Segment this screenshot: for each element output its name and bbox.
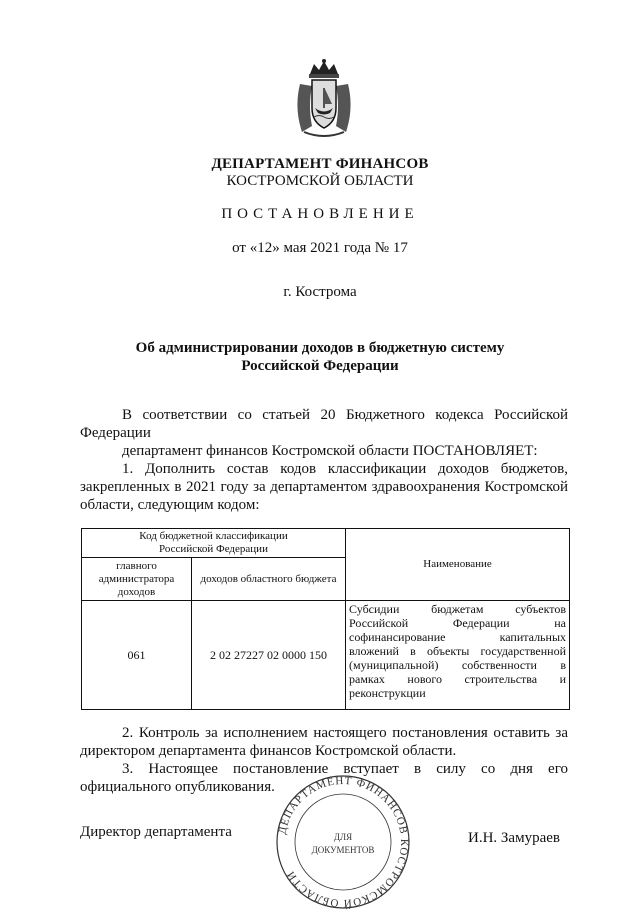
name-line: реконструкции (349, 686, 426, 700)
table-header-group (82, 529, 346, 558)
resolves-line: департамент финансов Костромской области ПОСТАНОВЛЯЕТ: (122, 443, 538, 459)
header-group-line: Российской Федерации (159, 543, 268, 555)
table-row (82, 601, 570, 710)
title-line-1: Об администрировании доходов в бюджетную систему (135, 340, 505, 356)
document-type: ПОСТАНОВЛЕНИЕ (221, 206, 419, 222)
document-title (0, 339, 640, 375)
revenue-code-cell: 2 02 27227 02 0000 150 (192, 601, 346, 710)
table-header-name: Наименование (346, 529, 570, 601)
official-stamp (268, 772, 418, 912)
paragraph-line: Федерации (80, 425, 151, 441)
classification-codes-table (81, 528, 570, 710)
paragraph-line: В соответствии со статьей 20 Бюджетного кодекса Российской (122, 407, 568, 423)
table-header-admin: главного администратора доходов (82, 558, 192, 601)
name-line: (муниципальной) собственности в (349, 658, 567, 672)
name-line: вложений в объекты государственной (349, 644, 567, 658)
name-line: софинансирование капитальных (349, 630, 567, 644)
coat-of-arms-emblem (292, 58, 356, 140)
department-name: ДЕПАРТАМЕНТ ФИНАНСОВ (211, 156, 429, 172)
table-header-revenue: доходов областного бюджета (192, 558, 346, 601)
name-line: Субсидии бюджетам субъектов (349, 602, 567, 616)
signatory-position: Директор департамента (80, 824, 232, 840)
header-group-line: Код бюджетной классификации (139, 530, 288, 542)
item-1-line: 1. Дополнить состав кодов классификации доходов бюджетов, (122, 461, 568, 477)
signatory-name: И.Н. Замураев (468, 830, 560, 846)
item-2-line: 2. Контроль за исполнением настоящего постановления оставить за (122, 725, 568, 741)
item-1-line: закрепленных в 2021 году за департаментом здравоохранения Костромской (80, 479, 568, 495)
item-3-line: 3. Настоящее постановление вступает в силу со дня его (122, 761, 568, 777)
stamp-center-line-1: ДЛЯ (333, 832, 353, 842)
document-city: г. Кострома (283, 284, 357, 300)
title-line-2: Российской Федерации (241, 358, 399, 374)
item-2-line: директором департамента финансов Костромской области. (80, 743, 457, 759)
admin-code-cell: 061 (82, 601, 192, 710)
revenue-name-cell (346, 601, 570, 710)
paragraph-legal-basis (80, 406, 568, 514)
document-date-number: от «12» мая 2021 года № 17 (232, 240, 408, 256)
name-line: рамках нового строительства и (349, 672, 567, 686)
item-3-line: официального опубликования. (80, 779, 275, 795)
stamp-ring-text: ДЕПАРТАМЕНТ ФИНАНСОВ КОСТРОМСКОЙ ОБЛАСТИ (276, 774, 411, 910)
stamp-center-line-2: ДОКУМЕНТОВ (311, 845, 375, 855)
name-line: Российской Федерации на (349, 616, 567, 630)
department-region: КОСТРОМСКОЙ ОБЛАСТИ (226, 173, 414, 189)
item-1-line: области, следующим кодом: (80, 497, 260, 513)
